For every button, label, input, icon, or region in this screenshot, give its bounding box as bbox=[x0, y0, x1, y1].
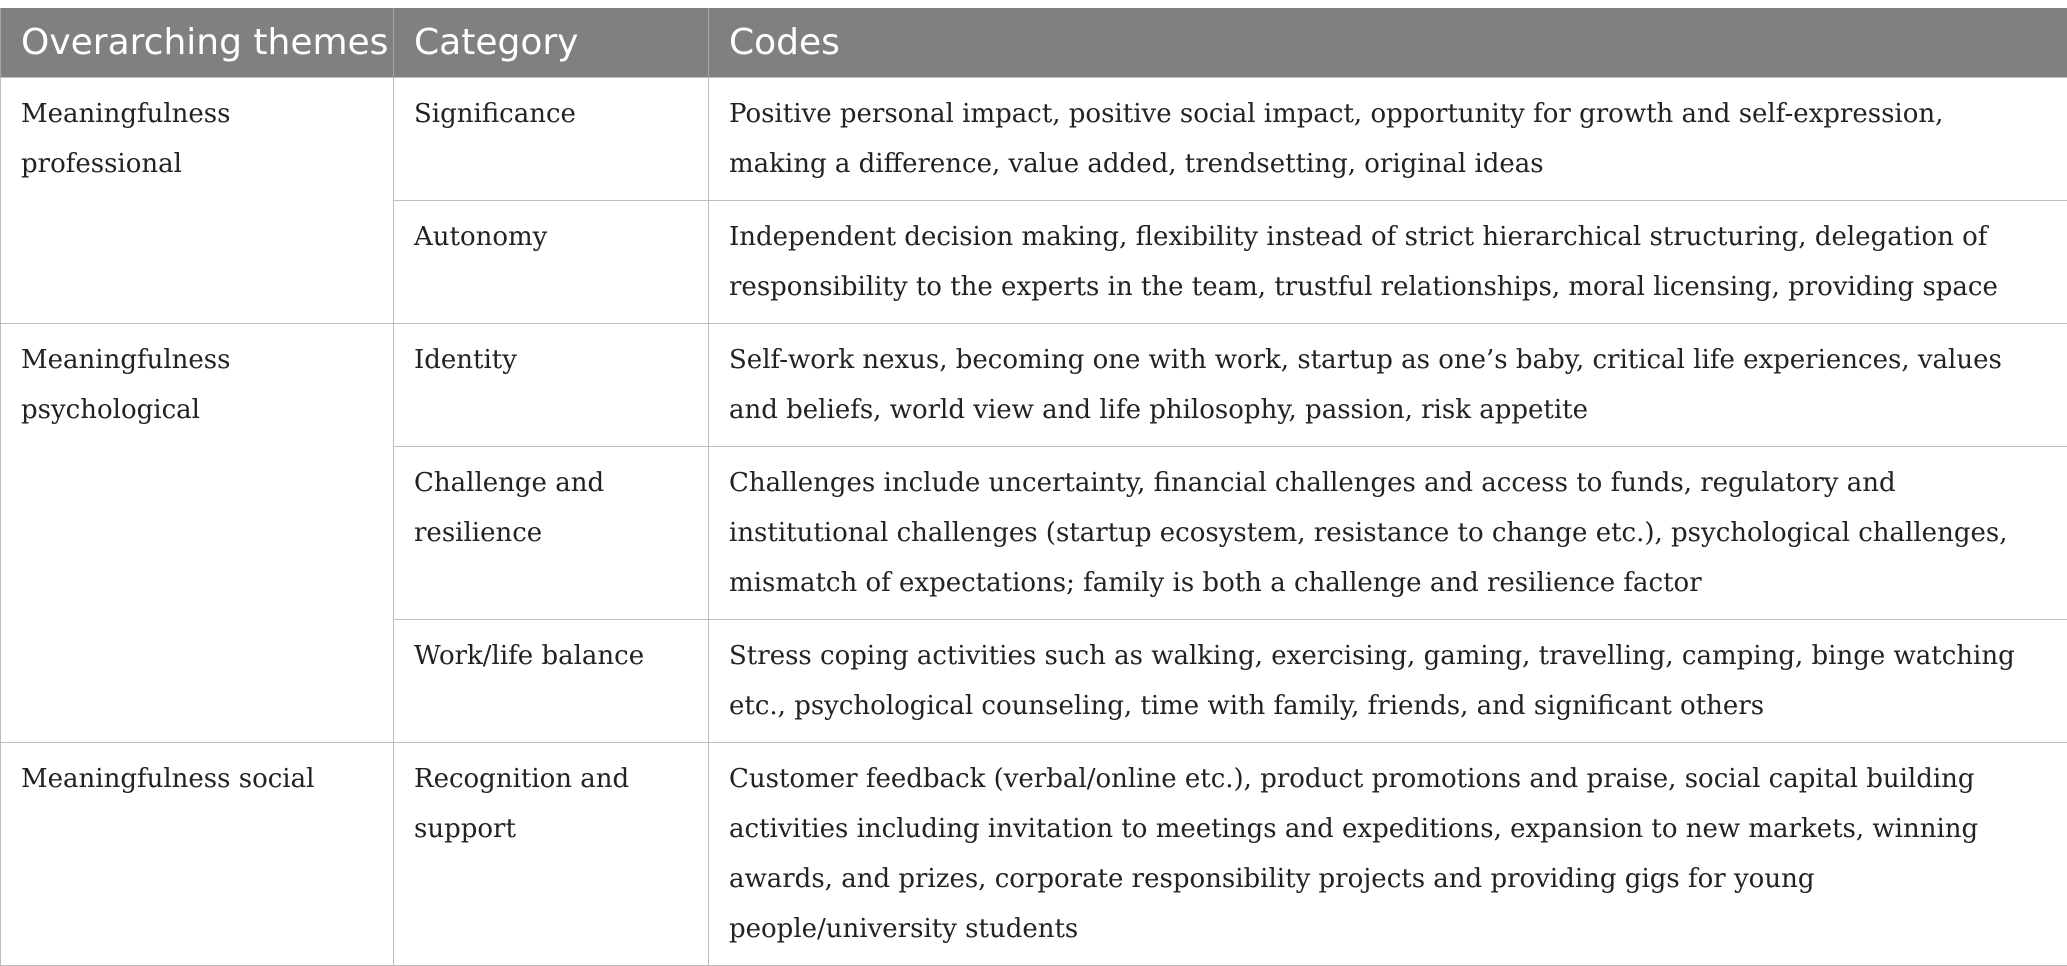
category-cell: Significance bbox=[394, 78, 709, 201]
codes-cell: Positive personal impact, positive social impact, opportunity for growth and self-expression, making a difference, value added, trendsetting, original ideas bbox=[709, 78, 2067, 201]
header-overarching-themes: Overarching themes bbox=[1, 8, 394, 78]
codes-cell: Stress coping activities such as walking, exercising, gaming, travelling, camping, binge watching etc., psychological counseling, time with family, friends, and significant others bbox=[709, 620, 2067, 743]
header-codes: Codes bbox=[709, 8, 2067, 78]
header-row bbox=[1, 8, 2067, 78]
table-row bbox=[1, 743, 2067, 966]
codes-cell: Customer feedback (verbal/online etc.), product promotions and praise, social capital building activities including invitation to meetings and expeditions, expansion to new markets, winning awards, and prizes, corporate responsibility projects and providing gigs for young people/university students bbox=[709, 743, 2067, 966]
category-cell: Recognition and support bbox=[394, 743, 709, 966]
theme-cell: Meaningfulness professional bbox=[1, 78, 394, 324]
codes-cell: Challenges include uncertainty, financial challenges and access to funds, regulatory and institutional challenges (startup ecosystem, resistance to change etc.), psychological challenges, mismatch of expectations; family is both a challenge and resilience factor bbox=[709, 447, 2067, 620]
table-header bbox=[1, 8, 2067, 78]
theme-cell: Meaningfulness psychological bbox=[1, 324, 394, 743]
table-body bbox=[1, 78, 2067, 966]
theme-cell: Meaningfulness social bbox=[1, 743, 394, 966]
category-cell: Identity bbox=[394, 324, 709, 447]
codes-cell: Independent decision making, flexibility instead of strict hierarchical structuring, delegation of responsibility to the experts in the team, trustful relationships, moral licensing, providing space bbox=[709, 201, 2067, 324]
themes-table bbox=[0, 8, 2067, 966]
themes-table-container bbox=[0, 8, 2067, 966]
category-cell: Autonomy bbox=[394, 201, 709, 324]
table-row bbox=[1, 78, 2067, 201]
category-cell: Work/life balance bbox=[394, 620, 709, 743]
table-row bbox=[1, 324, 2067, 447]
category-cell: Challenge and resilience bbox=[394, 447, 709, 620]
header-category: Category bbox=[394, 8, 709, 78]
codes-cell: Self-work nexus, becoming one with work, startup as one’s baby, critical life experiences, values and beliefs, world view and life philosophy, passion, risk appetite bbox=[709, 324, 2067, 447]
